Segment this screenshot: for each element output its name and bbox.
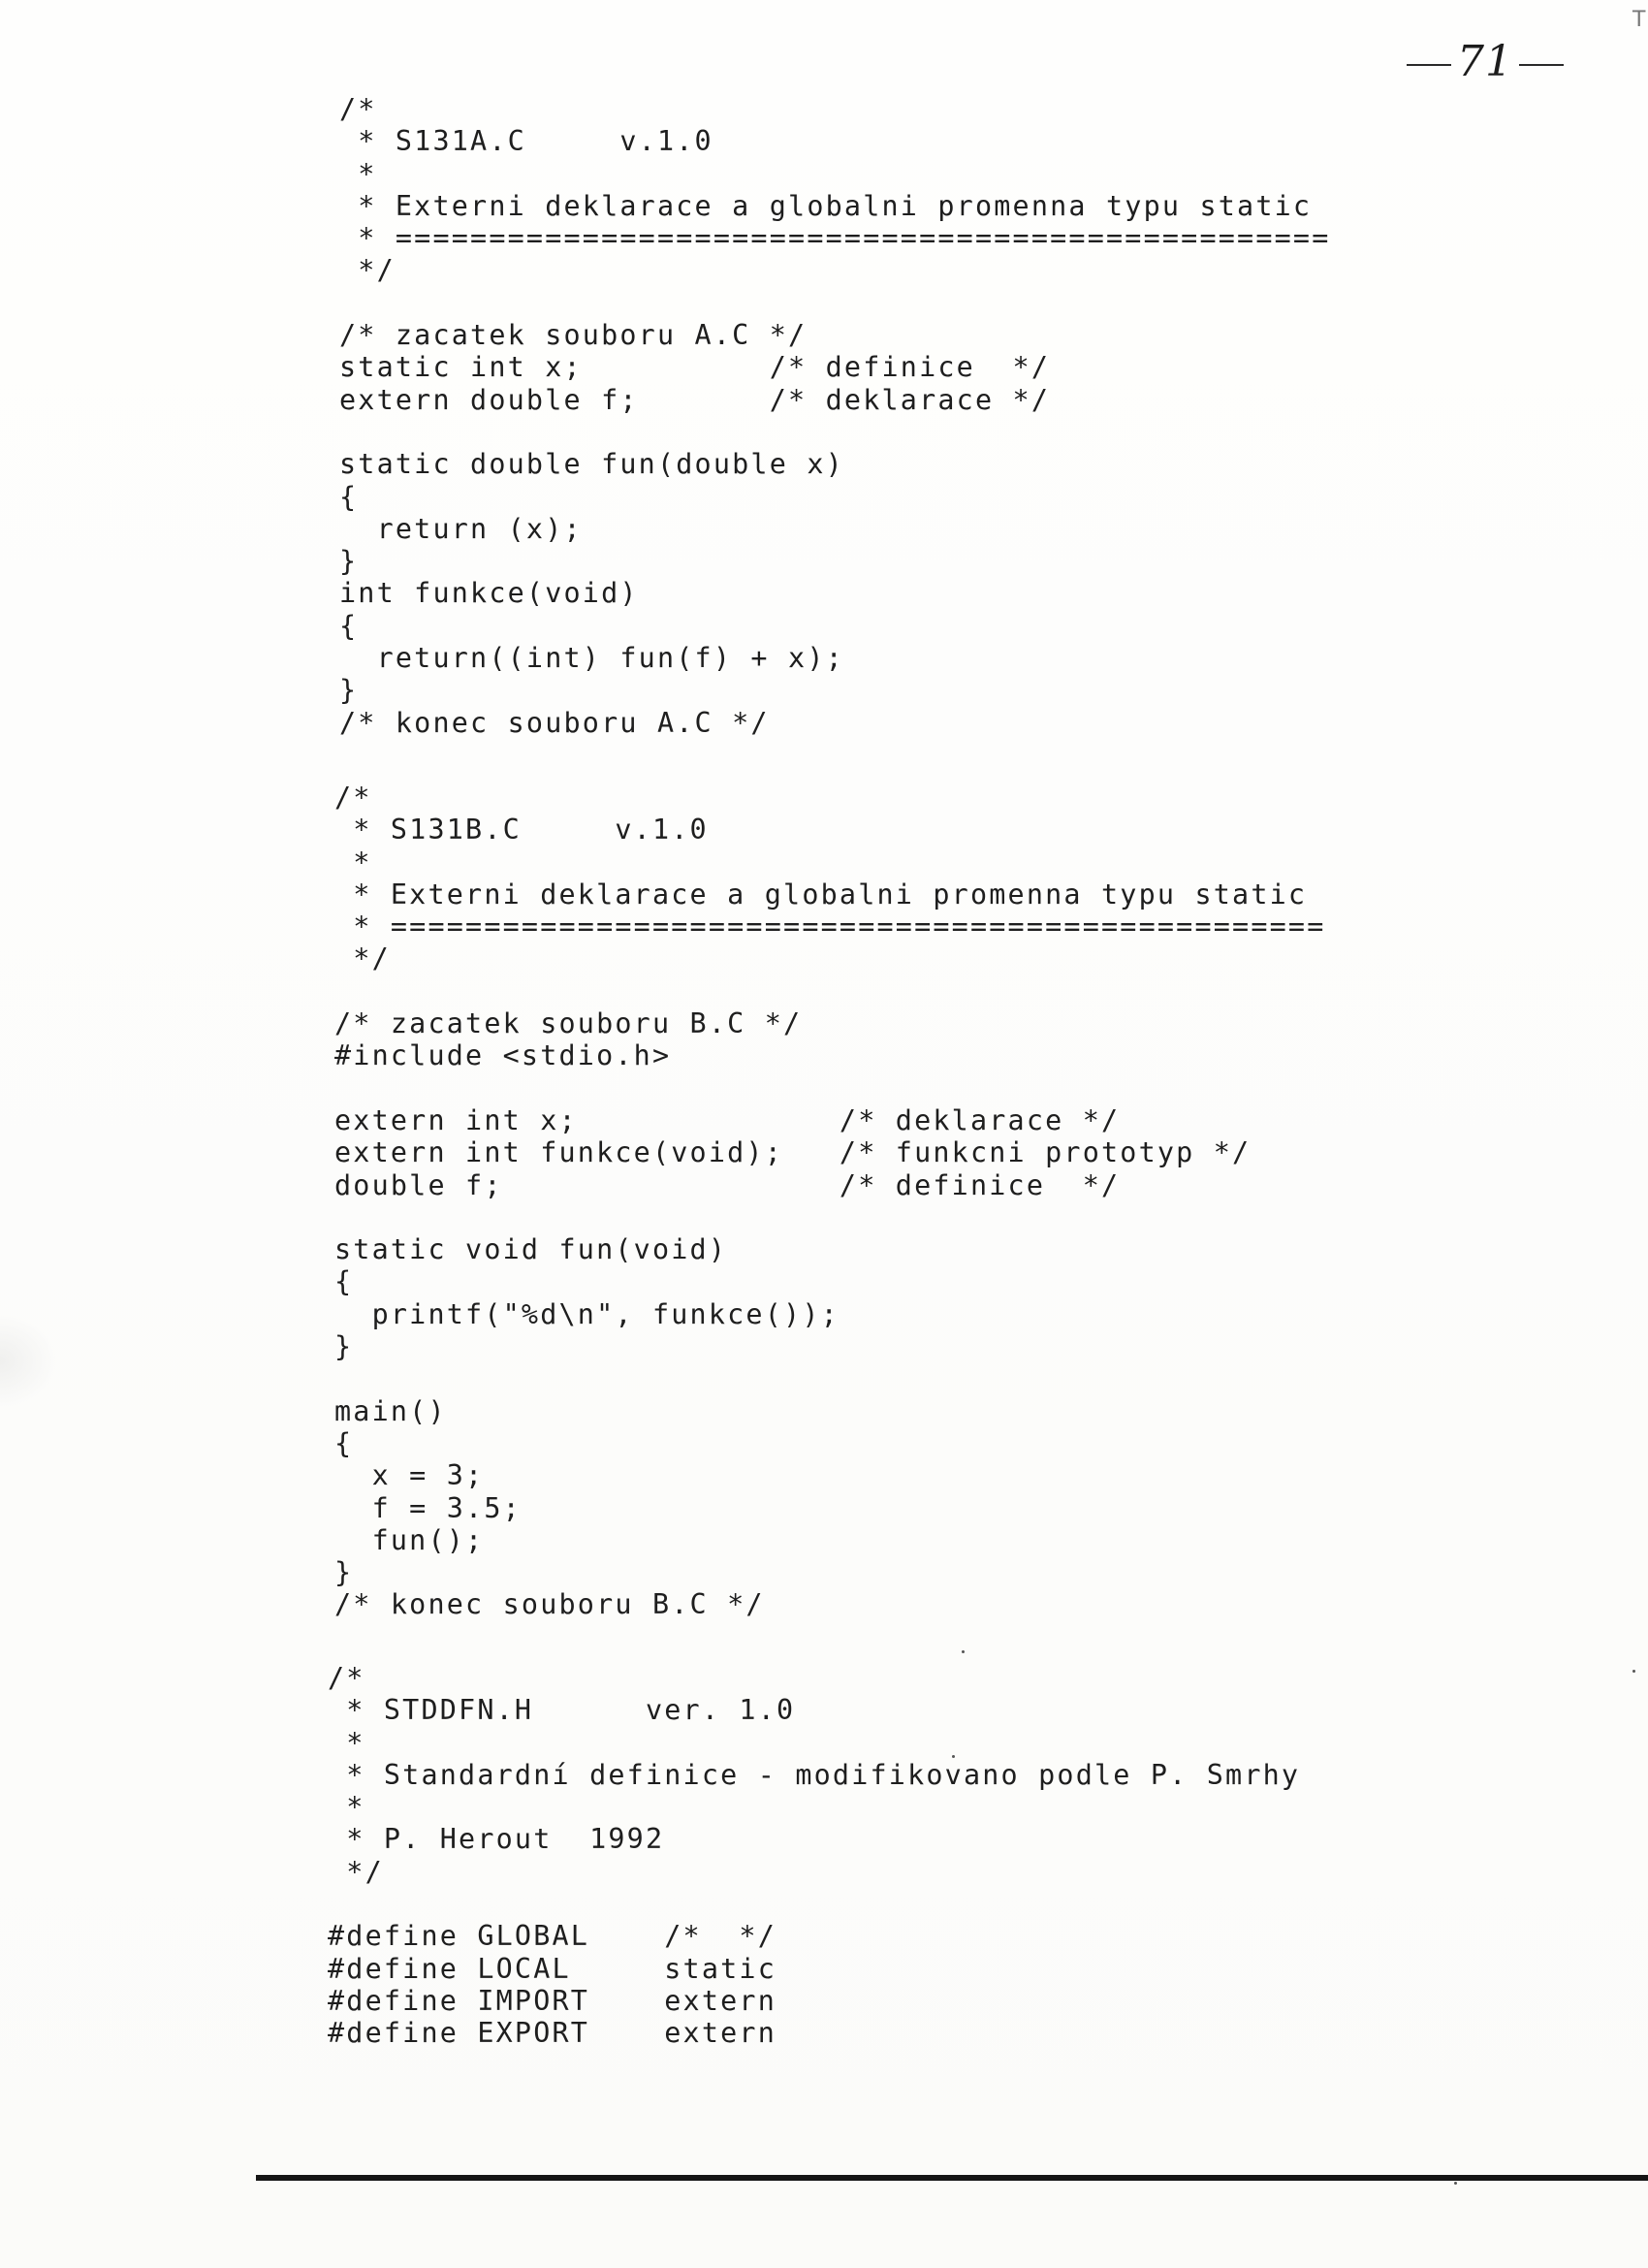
corner-mark: T: [1632, 8, 1646, 32]
page-number: 71: [1401, 37, 1569, 86]
scan-speck: [1454, 2182, 1457, 2185]
bottom-rule: [256, 2175, 1648, 2181]
code-listing-s131a: /* * S131A.C v.1.0 * * Externi deklarace a globalni promenna typu static * ================================================== */ /* zacatek souboru A.C */ static int x; /* definice */ extern double f; /* deklarace */ static double fun(double x) { return (x); } int funkce(void) { return((int) fun(f) + x); } /* konec souboru A.C */: [339, 93, 1331, 739]
scan-speck: [1632, 1670, 1635, 1673]
scan-speck: [962, 1650, 965, 1653]
scan-speck: [952, 1755, 955, 1758]
code-listing-stddfn: /* * STDDFN.H ver. 1.0 * * Standardní definice - modifikovano podle P. Smrhy * * P. Herout 1992 */ #define GLOBAL /* */ #define LOCAL static #define IMPORT extern #define EXPORT extern: [328, 1662, 1301, 2050]
code-listing-s131b: /* * S131B.C v.1.0 * * Externi deklarace a globalni promenna typu static * ================================================== */ /* zacatek souboru B.C */ #include <stdio.h> extern int x; /* deklarace */ extern int funkce(void); /* funkcni prototyp */ double f; /* definice */ static void fun(void) { printf("%d\n", funkce()); } main() { x = 3; f = 3.5; fun(); } /* konec souboru B.C */: [334, 782, 1326, 1621]
